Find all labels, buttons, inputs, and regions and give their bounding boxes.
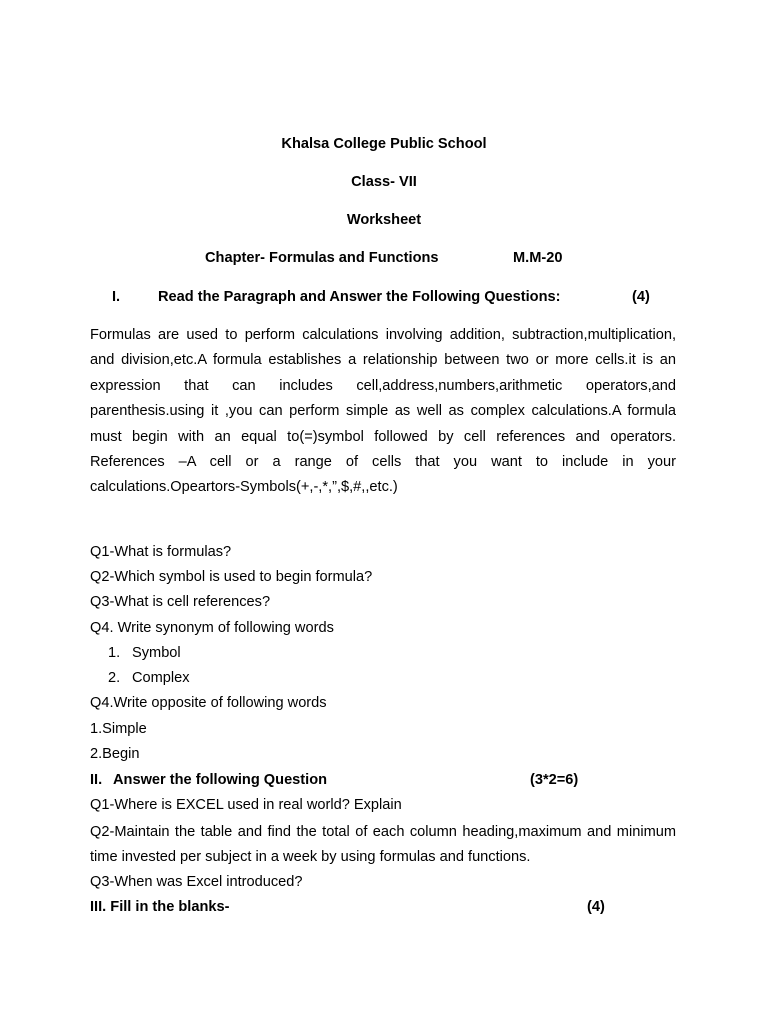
- question-item: Q2-Which symbol is used to begin formula?: [90, 569, 373, 585]
- class-label: Class- VII: [351, 174, 417, 190]
- section1-heading: Read the Paragraph and Answer the Following Questions:: [158, 289, 561, 305]
- school-name: Khalsa College Public School: [281, 136, 487, 152]
- section2-marks: (3*2=6): [530, 772, 579, 788]
- question-item: Q1-Where is EXCEL used in real world? Explain: [90, 797, 402, 813]
- chapter-title: Chapter- Formulas and Functions: [205, 250, 439, 266]
- question-item: Q3-When was Excel introduced?: [90, 874, 303, 890]
- section1-marks: (4): [632, 289, 650, 305]
- worksheet-title: Worksheet: [346, 212, 422, 228]
- question-item: Q3-What is cell references?: [90, 594, 271, 610]
- opposite-item: 2.Begin: [90, 746, 140, 762]
- synonym-number: 1.: [108, 645, 121, 661]
- section1-numeral: I.: [112, 289, 121, 305]
- section2-numeral: II.: [90, 772, 103, 788]
- synonym-word: Complex: [132, 670, 190, 686]
- section3-marks: (4): [587, 899, 605, 915]
- synonym-number: 2.: [108, 670, 121, 686]
- question-item: Q4. Write synonym of following words: [90, 620, 334, 636]
- max-marks: M.M-20: [513, 250, 563, 266]
- section2-heading: Answer the following Question: [113, 772, 328, 788]
- question-item: Q1-What is formulas?: [90, 544, 232, 560]
- section3-heading: III. Fill in the blanks-: [90, 899, 230, 915]
- synonym-word: Symbol: [132, 645, 181, 661]
- question-item: Q2-Maintain the table and find the total of each column heading,maximum and minimum time invested per subject in a week by using formulas and functions.: [90, 824, 676, 866]
- opposite-question: Q4.Write opposite of following words: [90, 695, 327, 711]
- opposite-item: 1.Simple: [90, 721, 147, 737]
- reading-paragraph: Formulas are used to perform calculations involving addition, subtraction,multiplication, and division,etc.A formula establishes a relationship between two or more cells.it is an expression that can includes cell,address,numbers,arithmetic operators,and parenthesis.using it ,you can perform simple as well as complex calculations.A formula must begin with an equal to(=)symbol followed by cell references and operators. References –A cell or a range of cells that you want to include in your calculations.Opeartors-Symbols(+,-,*,”,$,#,,etc.): [90, 327, 676, 496]
